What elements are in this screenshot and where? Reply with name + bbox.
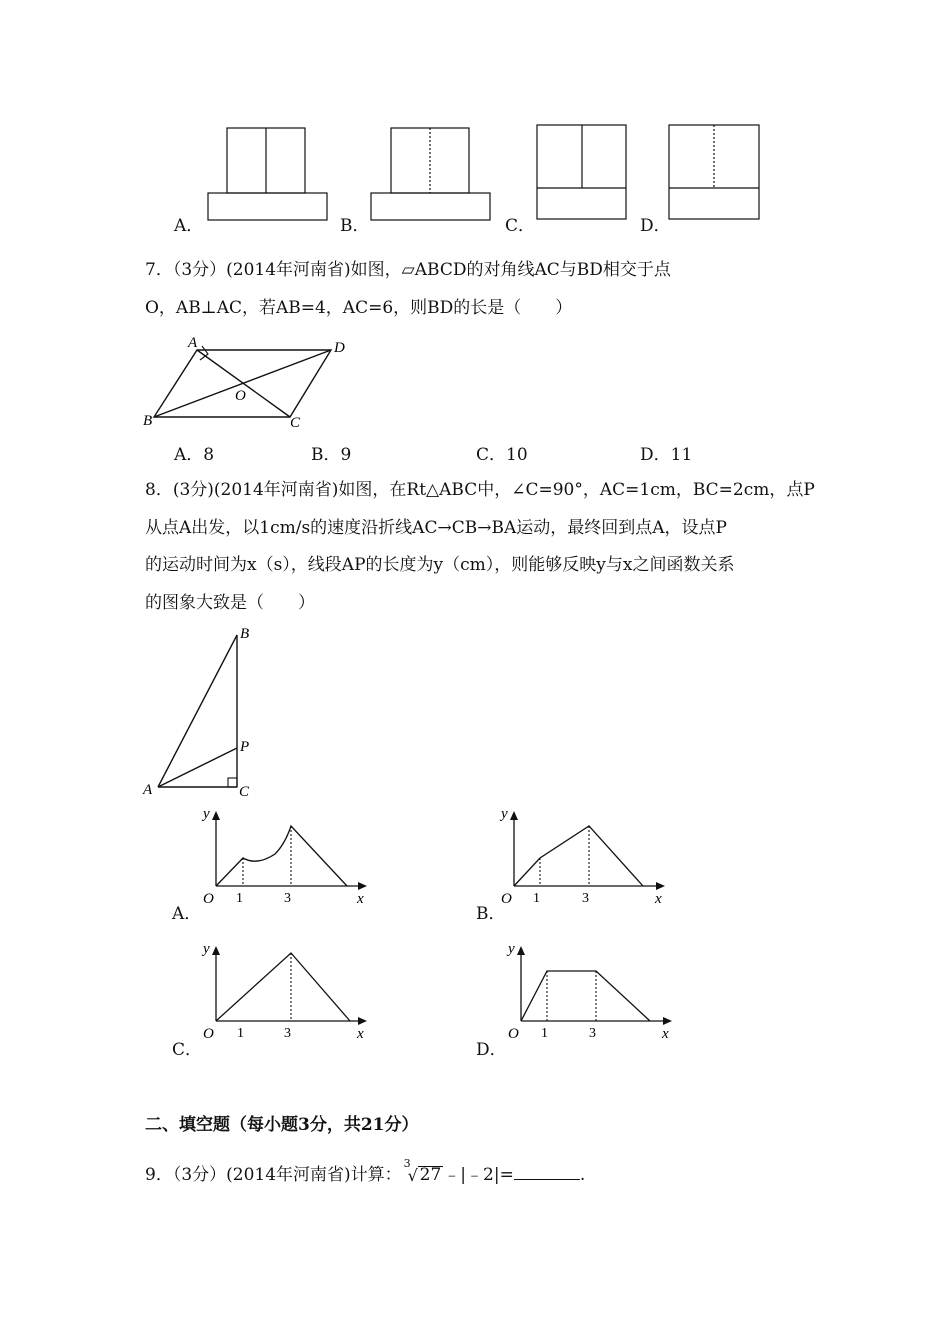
q8-triangle-figure (138, 620, 263, 800)
svg-text:x: x (662, 1026, 669, 1042)
q9-suffix: ﹣|﹣2|= (443, 1165, 514, 1185)
q8-label-a: A (143, 782, 153, 798)
q6-option-a-label: A． (174, 216, 204, 236)
svg-text:O: O (508, 1026, 519, 1042)
q8-option-d: D． (476, 1040, 507, 1060)
svg-text:1: 1 (237, 1026, 244, 1041)
q6-option-b-figure (363, 120, 498, 225)
q8-option-b: B． (476, 904, 506, 924)
q6-option-b-label: B． (340, 216, 370, 236)
q7-parallelogram-figure (138, 335, 358, 435)
q8-graph-d (500, 935, 680, 1045)
svg-text:x: x (655, 891, 662, 907)
q6-option-a-figure (200, 120, 335, 225)
q6-option-d-figure (663, 120, 768, 225)
radicand: 27 (419, 1165, 442, 1185)
svg-text:y: y (203, 941, 210, 957)
svg-text:x: x (357, 1026, 364, 1042)
q6-option-c-label: C． (505, 216, 536, 236)
q8-label-b: B (240, 626, 250, 642)
svg-text:3: 3 (284, 1026, 291, 1041)
q8-label-c: C (239, 784, 250, 800)
q7-label-c: C (290, 415, 301, 431)
svg-text:x: x (357, 891, 364, 907)
q8-graph-b (493, 800, 673, 910)
svg-text:y: y (508, 941, 515, 957)
q9-end: . (579, 1165, 586, 1185)
q8-graph-a (195, 800, 375, 910)
cube-root-expression: 3 √ 27 (403, 1157, 442, 1185)
q9-prefix: 9．（3分）(2014年河南省)计算： (145, 1165, 402, 1185)
q7-label-a: A (188, 335, 198, 351)
q7-label-d: D (334, 340, 345, 356)
q7-option-d: D．11 (640, 445, 693, 465)
svg-text:O: O (501, 891, 512, 907)
q7-label-b: B (143, 413, 153, 429)
q8-graph-c (195, 935, 375, 1045)
q7-label-o: O (235, 388, 246, 404)
q9-stem (145, 1157, 586, 1185)
svg-text:1: 1 (533, 891, 540, 906)
svg-text:O: O (203, 1026, 214, 1042)
section-heading: 二、填空题（每小题3分，共21分） (145, 1115, 419, 1135)
svg-text:O: O (203, 891, 214, 907)
svg-text:3: 3 (582, 891, 589, 906)
q6-option-c-figure (530, 120, 635, 225)
answer-blank[interactable] (514, 1165, 580, 1180)
q7-option-c: C．10 (476, 445, 528, 465)
q8-stem-line-4: 的图象大致是（ ） (145, 593, 315, 613)
q7-option-a: A．8 (174, 445, 215, 465)
svg-text:1: 1 (541, 1026, 548, 1041)
q8-stem-line-2: 从点A出发，以1cm/s的速度沿折线AC→CB→BA运动，最终回到点A，设点P (145, 518, 727, 538)
q8-label-p: P (240, 739, 250, 755)
svg-text:y: y (501, 806, 508, 822)
svg-text:3: 3 (589, 1026, 596, 1041)
q8-stem-line-1: 8．(3分)(2014年河南省)如图，在Rt△ABC中，∠C=90°，AC=1cm，BC=2cm，点P (145, 480, 815, 500)
svg-text:1: 1 (236, 891, 243, 906)
q7-option-b: B．9 (311, 445, 352, 465)
q6-option-d-label: D． (640, 216, 671, 236)
svg-text:3: 3 (284, 891, 291, 906)
q7-stem-line-1: 7．（3分）(2014年河南省)如图，▱ABCD的对角线AC与BD相交于点 (145, 260, 671, 280)
q8-option-a: A． (172, 904, 202, 924)
q8-option-c: C． (172, 1040, 203, 1060)
q8-stem-line-3: 的运动时间为x（s），线段AP的长度为y（cm），则能够反映y与x之间函数关系 (145, 555, 735, 575)
q7-stem-line-2: O，AB⊥AC，若AB=4，AC=6，则BD的长是（ ） (145, 298, 573, 318)
svg-text:y: y (203, 806, 210, 822)
root-index: 3 (403, 1157, 411, 1170)
